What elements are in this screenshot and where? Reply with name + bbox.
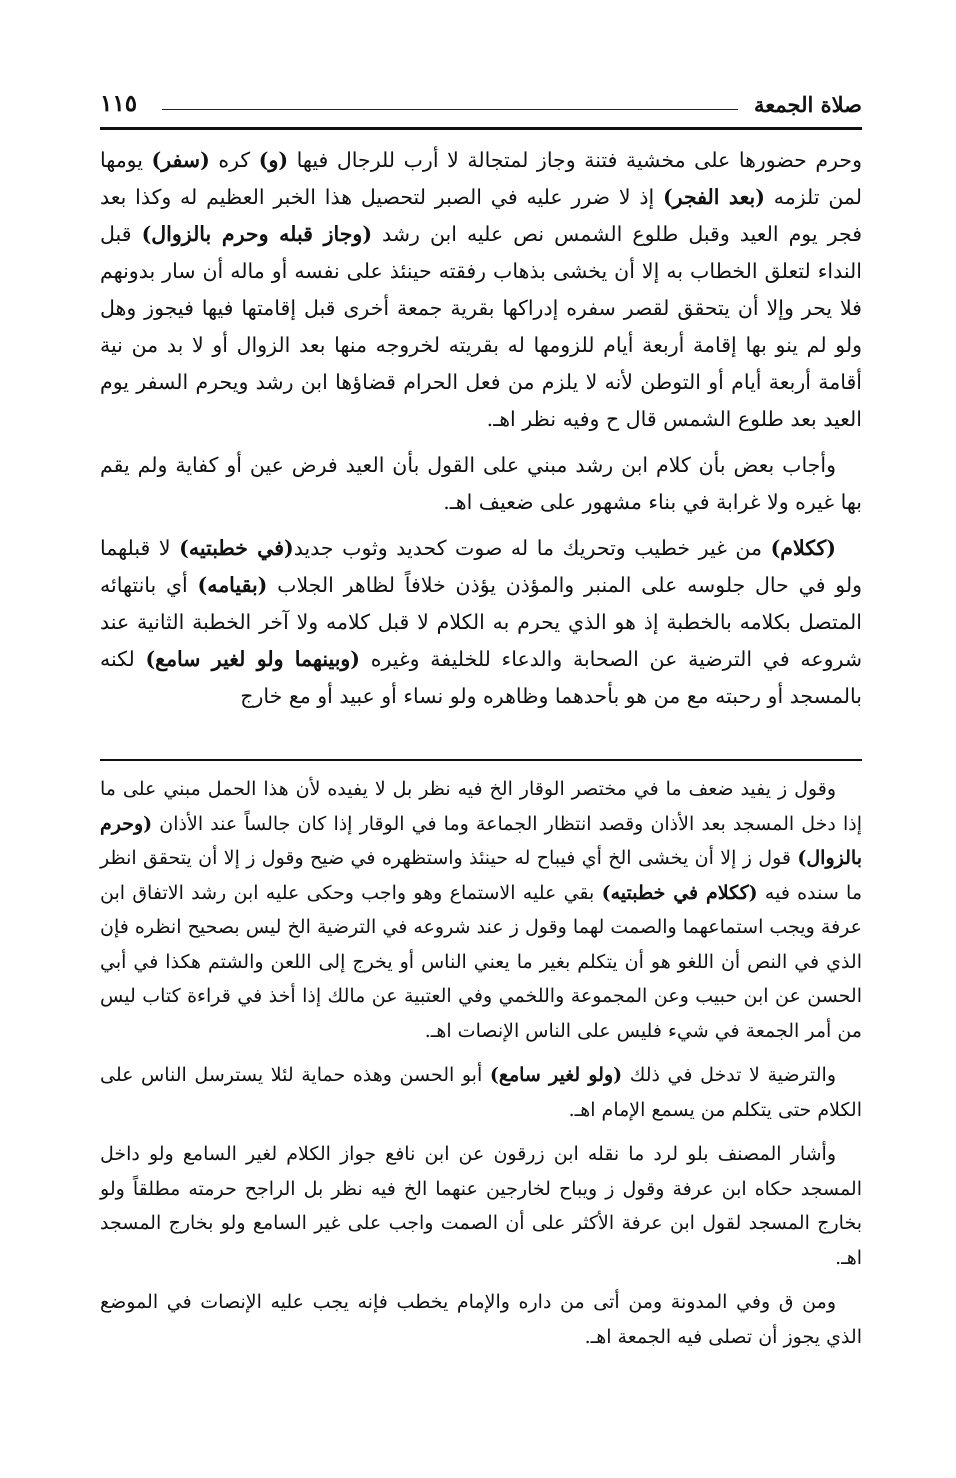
matn-quote: (سفر)	[151, 148, 210, 172]
main-text	[100, 142, 862, 724]
text-run: أبو الحسن وهذه حماية لئلا يسترسل الناس على الكلام حتى يتكلم من يسمع الإمام اهـ.	[100, 1064, 862, 1121]
text-run: كره	[209, 148, 259, 172]
matn-quote: (وجاز قبله وحرم بالزوال)	[141, 222, 373, 246]
paragraph-1	[100, 142, 862, 438]
running-header	[100, 84, 862, 130]
paragraph-3	[100, 530, 862, 715]
matn-quote: (ولو لغير سامع)	[489, 1064, 623, 1086]
text-run: قول ز إلا أن يخشى الخ أي فيباح له حينئذ واستظهره في ضيح وقول ز إلا أن يتحقق انظر ما سنده فيه	[100, 847, 863, 904]
matn-quote: (ككلام في خطبتيه)	[601, 881, 758, 904]
matn-quote: (و)	[258, 148, 289, 172]
matn-quote: (ككلام)	[770, 536, 836, 560]
matn-quote: (بعد الفجر)	[662, 185, 765, 209]
text-run: لكنه بالمسجد أو رحبته مع من هو بأحدهما وظاهره ولو نساء أو عبيد أو مع خارج	[100, 647, 862, 708]
text-run: يومها لمن تلزمه	[100, 148, 863, 209]
header-rule	[162, 109, 738, 110]
footnote-3: وأشار المصنف بلو لرد ما نقله ابن زرقون عن ابن نافع جواز الكلام لغير السامع ولو داخل المسجد حكاه ابن عرفة وقول ز ويباح لخارجين عنهما الخ فيه نظر بل الراجح حرمته مطلقاً ولو بخارج المسجد لقول ابن عرفة الأكثر على أن الصمت واجب على غير السامع ولو بخارج المسجد اهـ.	[100, 1143, 862, 1269]
footnote-divider	[100, 759, 862, 761]
text-run: بقي عليه الاستماع وهو واجب وحكى عليه ابن رشد الاتفاق ابن عرفة ويجب استماعهما والصمت لهما وقول ز عند شروعه في الترضية الخ ليس بصحيح انظره فإن الذي في النص أن اللغو هو أن يتكلم بغير ما يعني الناس أو يخرج إلى اللعن والشتم هكذا في أبي الحسن عن ابن حبيب وعن المجموعة واللخمي وفي العتبية عن مالك إذا أخذ في قراءة كتاب ليس من أمر الجمعة في شيء فليس على الناس الإنصات اهـ.	[100, 881, 862, 1042]
matn-quote: (بقيامه)	[197, 573, 268, 597]
text-run: وقول ز يفيد ضعف ما في مختصر الوقار الخ فيه نظر بل لا يفيده لأن هذا الحمل مبني على ما إذا دخل المسجد بعد الأذان وقصد انتظار الجماعة وما في الوقار إذا كان جالساً عند الأذان	[100, 778, 862, 835]
footnote-2	[100, 1058, 862, 1127]
page-number: ١١٥	[100, 90, 138, 117]
text-run: والترضية لا تدخل في ذلك	[622, 1064, 836, 1086]
footnotes	[100, 772, 862, 1364]
text-run: قبل النداء لتعلق الخطاب به إلا أن يخشى بذهاب رفقته حينئذ على نفسه أو ماله أن سار بدونهم فلا يحر وإلا أن يتحقق لقصر سفره إدراكها بقرية جمعة أخرى قبل إقامتها فيها فيجوز وهل ولو لم ينو بها إقامة أربعة أيام للزومها له بقريته لخروجه منها بعد الزوال أو لا بد من نية أقامة أربعة أيام أو التوطن لأنه لا يلزم من فعل الحرام قضاؤها ابن رشد ويحرم السفر يوم العيد بعد طلوع الشمس قال ح وفيه نظر اهـ.	[100, 222, 862, 431]
matn-quote: (وبينهما ولو لغير سامع)	[145, 647, 361, 671]
text-run: من غير خطيب وتحريك ما له صوت كحديد وثوب جديد	[293, 536, 771, 560]
chapter-title: صلاة الجمعة	[754, 92, 862, 117]
text-run: أي بانتهائه المتصل بكلامه بالخطبة إذ هو الذي يحرم به الكلام لا قبل كلامه ولا آخر الخطبة الثانية عند شروعه في الترضية عن الصحابة والدعاء للخليفة وغيره	[100, 573, 862, 671]
matn-quote: (وحرم بالزوال)	[100, 812, 862, 869]
text-run: إذ لا ضرر عليه في الصبر لتحصيل هذا الخبر العظيم له وكذا بعد فجر يوم العيد وقبل طلوع الشمس نص عليه ابن رشد	[100, 185, 862, 246]
text-run: وحرم حضورها على مخشية فتنة وجاز لمتجالة لا أرب للرجال فيها	[288, 148, 862, 172]
header-underline	[100, 127, 862, 130]
paragraph-2: وأجاب بعض بأن كلام ابن رشد مبني على القول بأن العيد فرض عين أو كفاية ولم يقم بها غيره ولا غرابة في بناء مشهور على ضعيف اهـ.	[100, 453, 862, 514]
footnote-4: ومن ق وفي المدونة ومن أتى من داره والإمام يخطب فإنه يجب عليه الإنصات في الموضع الذي يجوز أن تصلى فيه الجمعة اهـ.	[100, 1291, 862, 1348]
text-run: لا قبلهما ولو في حال جلوسه على المنبر والمؤذن يؤذن خلافاً لظاهر الجلاب	[100, 536, 862, 597]
footnote-1	[100, 772, 862, 1048]
matn-quote: (في خطبتيه)	[179, 536, 294, 560]
